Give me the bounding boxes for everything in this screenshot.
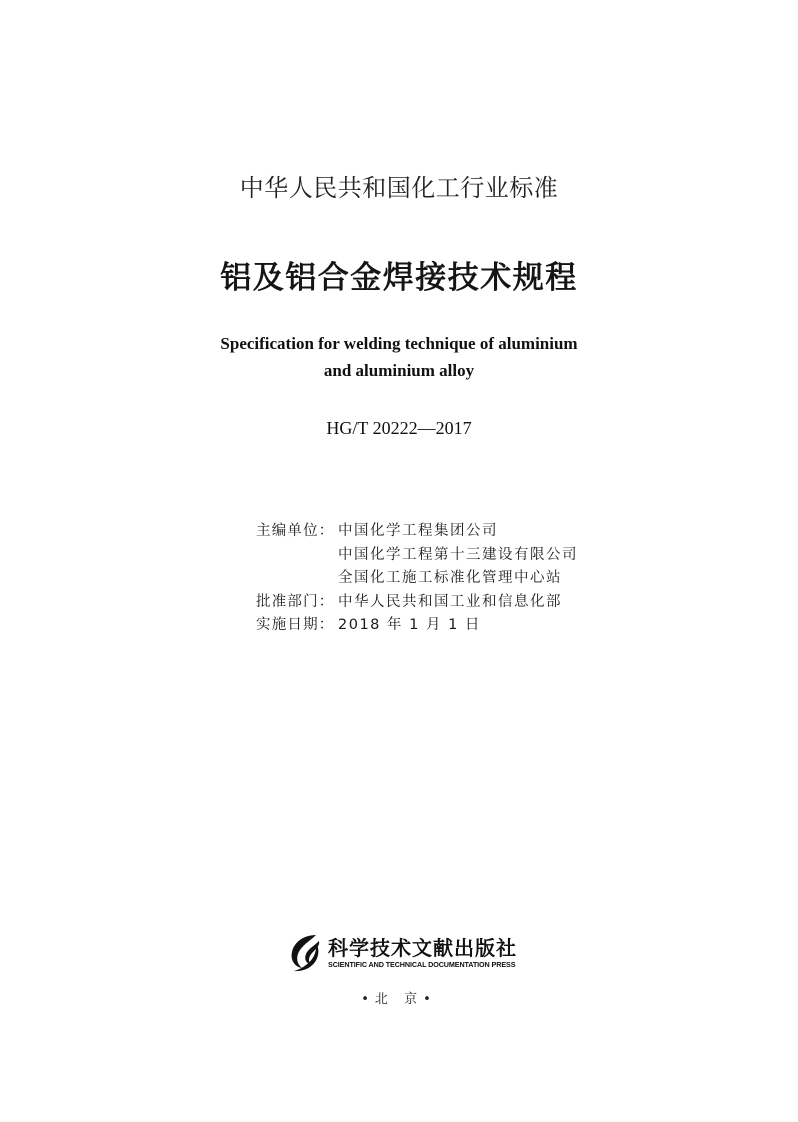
editor-value-1: 中国化学工程集团公司 [338, 523, 498, 540]
title-en-line-2: and aluminium alloy [323, 361, 475, 380]
editor-label: 主编单位： [256, 523, 335, 540]
editor-row [256, 518, 578, 542]
editor-row-continued [256, 542, 578, 566]
publisher-name-en: SCIENTIFIC AND TECHNICAL DOCUMENTATION PRESS [328, 960, 516, 969]
publisher-city: •北 京• [361, 992, 437, 1007]
standard-code: HG/T 20222—2017 [326, 418, 472, 438]
document-title-cn: 铝及铝合金焊接技术规程 [220, 260, 578, 296]
editor-row-continued [256, 565, 578, 589]
editor-value-2: 中国化学工程第十三建设有限公司 [338, 546, 578, 563]
publisher-swirl-logo-icon [286, 932, 324, 974]
title-en-line-1: Specification for welding technique of aluminium [220, 334, 578, 353]
document-title-en [0, 330, 798, 384]
editor-value-3: 全国化工施工标准化管理中心站 [338, 570, 562, 587]
approval-value: 中华人民共和国工业和信息化部 [338, 593, 562, 610]
standard-series-heading: 中华人民共和国化工行业标准 [239, 174, 559, 202]
effective-date-row [256, 612, 578, 636]
publisher-block [286, 930, 526, 976]
approval-label: 批准部门： [256, 593, 335, 610]
effective-date-label: 实施日期： [256, 617, 335, 634]
effective-date-value: 2018 年 1 月 1 日 [338, 617, 481, 634]
publication-info [256, 518, 578, 636]
approval-row [256, 589, 578, 613]
publisher-name-cn: 科学技术文献出版社 [328, 936, 517, 960]
